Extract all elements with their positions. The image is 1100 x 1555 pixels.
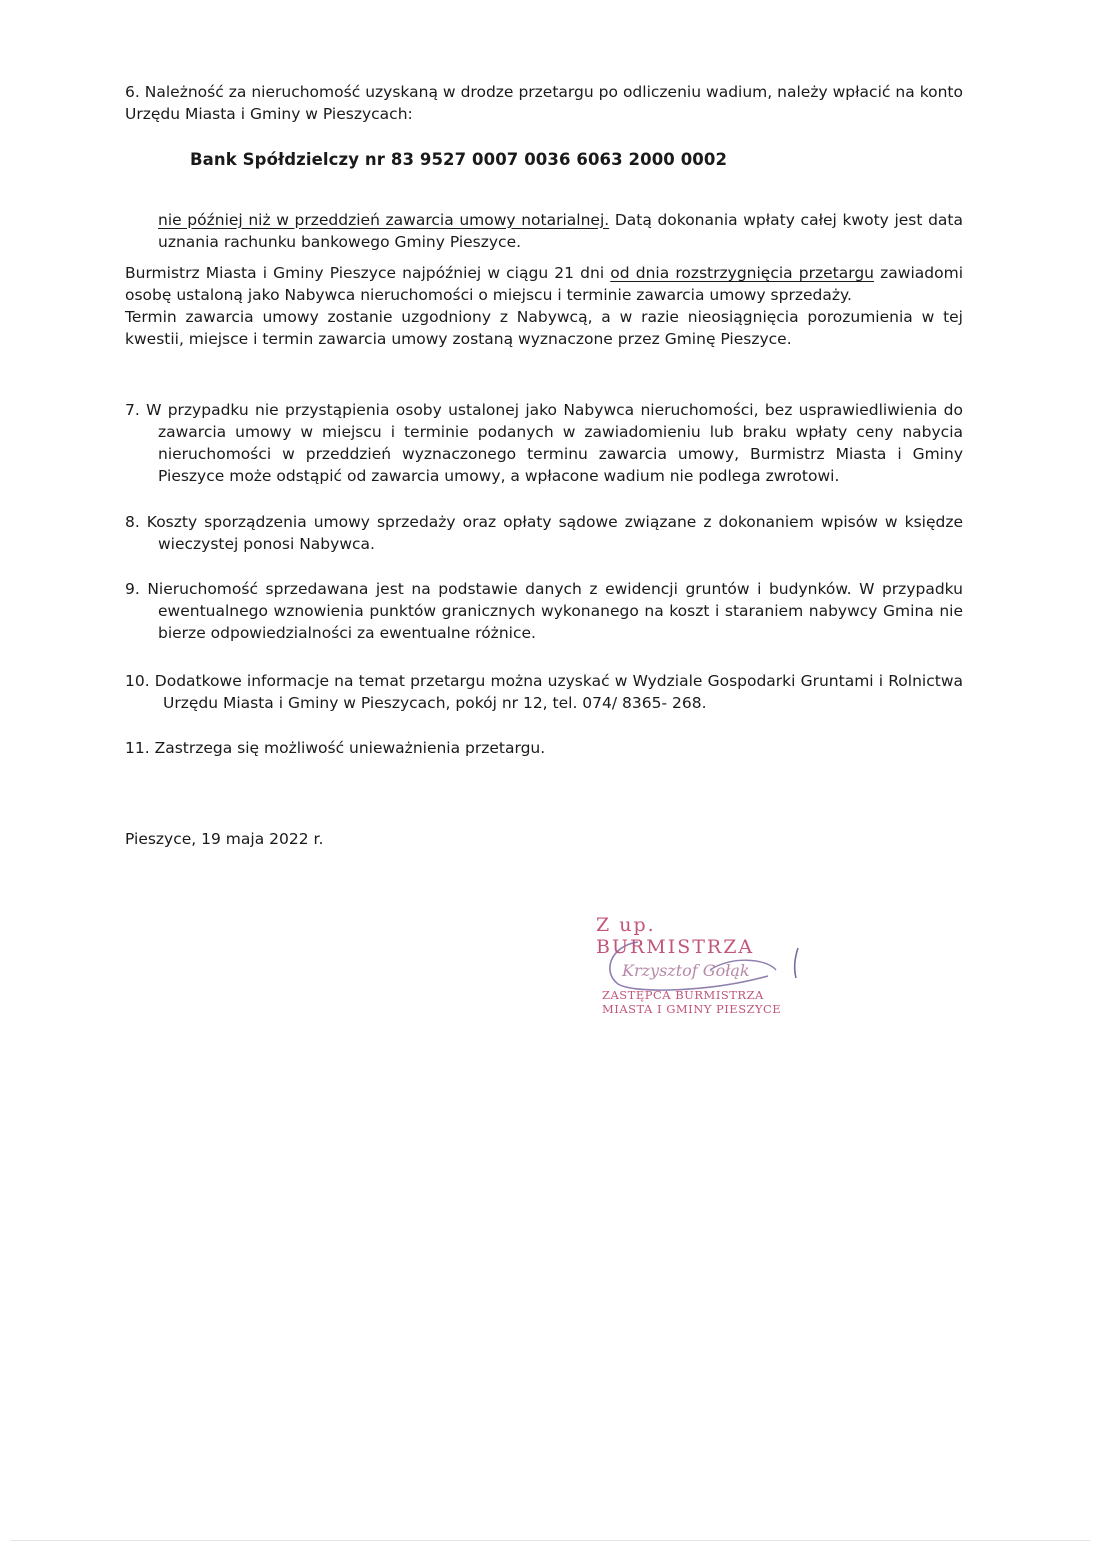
stamp-office: MIASTA I GMINY PIESZYCE: [602, 1002, 782, 1016]
deadline-underlined-text: nie później niż w przeddzień zawarcia umowy notarialnej.: [158, 210, 610, 229]
paragraph-8: [125, 511, 963, 555]
paragraph-6-intro: [125, 81, 963, 125]
paragraph-9: [125, 578, 963, 644]
bank-account: Bank Spółdzielczy nr 83 9527 0007 0036 6063 2000 0002: [190, 150, 728, 169]
paragraph-11-text: 11. Zastrzega się możliwość unieważnienia przetargu.: [125, 739, 546, 757]
notice-text-before: Burmistrz Miasta i Gminy Pieszyce najpóźniej w ciągu 21 dni: [125, 264, 611, 282]
notice-underlined-text: od dnia rozstrzygnięcia przetargu: [610, 264, 875, 282]
place-and-date: Pieszyce, 19 maja 2022 r.: [125, 830, 324, 848]
stamp-signatory-name: Krzysztof Gołąk: [622, 961, 750, 980]
paragraph-6-notice: [125, 262, 963, 350]
paragraph-6-term: Termin zawarcia umowy zostanie uzgodniony z Nabywcą, a w razie nieosiągnięcia porozumienia w tej kwestii, miejsce i termin zawarcia umowy zostaną wyznaczone przez Gminę Pieszyce.: [125, 308, 963, 348]
paragraph-6-deadline: [158, 193, 963, 268]
paragraph-7-text: 7. W przypadku nie przystąpienia osoby ustalonej jako Nabywca nieruchomości, bez usprawiedliwienia do zawarcia umowy w miejscu i terminie podanych w zawiadomieniu lub braku wpłaty ceny nabycia nieruchomości w przeddzień wyznaczonego terminu zawarcia umowy, Burmistrz Miasta i Gminy Pieszyce może odstąpić od zawarcia umowy, a wpłacone wadium nie podlega zwrotowi.: [125, 401, 963, 485]
signature-stamp: [590, 912, 820, 1022]
paragraph-6-intro-text: 6. Należność za nieruchomość uzyskaną w drodze przetargu po odliczeniu wadium, należy wpłacić na konto Urzędu Miasta i Gminy w Pieszycach:: [125, 83, 963, 123]
scan-edge-divider: [10, 1540, 1090, 1541]
paragraph-10-text: 10. Dodatkowe informacje na temat przetargu można uzyskać w Wydziale Gospodarki Gruntami i Rolnictwa Urzędu Miasta i Gminy w Pieszycach, pokój nr 12, tel. 074/ 8365- 268.: [125, 672, 963, 712]
notice-text-after: zawiadomi osobę ustaloną jako Nabywca nieruchomości o miejscu i terminie zawarcia umowy sprzedaży.: [125, 264, 963, 304]
paragraph-9-text: 9. Nieruchomość sprzedawana jest na podstawie danych z ewidencji gruntów i budynków. W przypadku ewentualnego wznowienia punktów granicznych wykonanego na koszt i staraniem nabywcy Gmina nie bierze odpowiedzialności za ewentualne różnice.: [125, 580, 963, 642]
stamp-title: Z up. BURMISTRZA: [596, 914, 755, 958]
deadline-rest-text: Datą dokonania wpłaty całej kwoty jest data uznania rachunku bankowego Gminy Pieszyce.: [158, 210, 963, 251]
paragraph-11: [125, 737, 963, 759]
paragraph-8-text: 8. Koszty sporządzenia umowy sprzedaży oraz opłaty sądowe związane z dokonaniem wpisów w księdze wieczystej ponosi Nabywca.: [125, 513, 963, 553]
paragraph-10: [125, 670, 963, 714]
paragraph-7: [125, 399, 963, 487]
stamp-function: ZASTĘPCA BURMISTRZA: [602, 988, 764, 1002]
